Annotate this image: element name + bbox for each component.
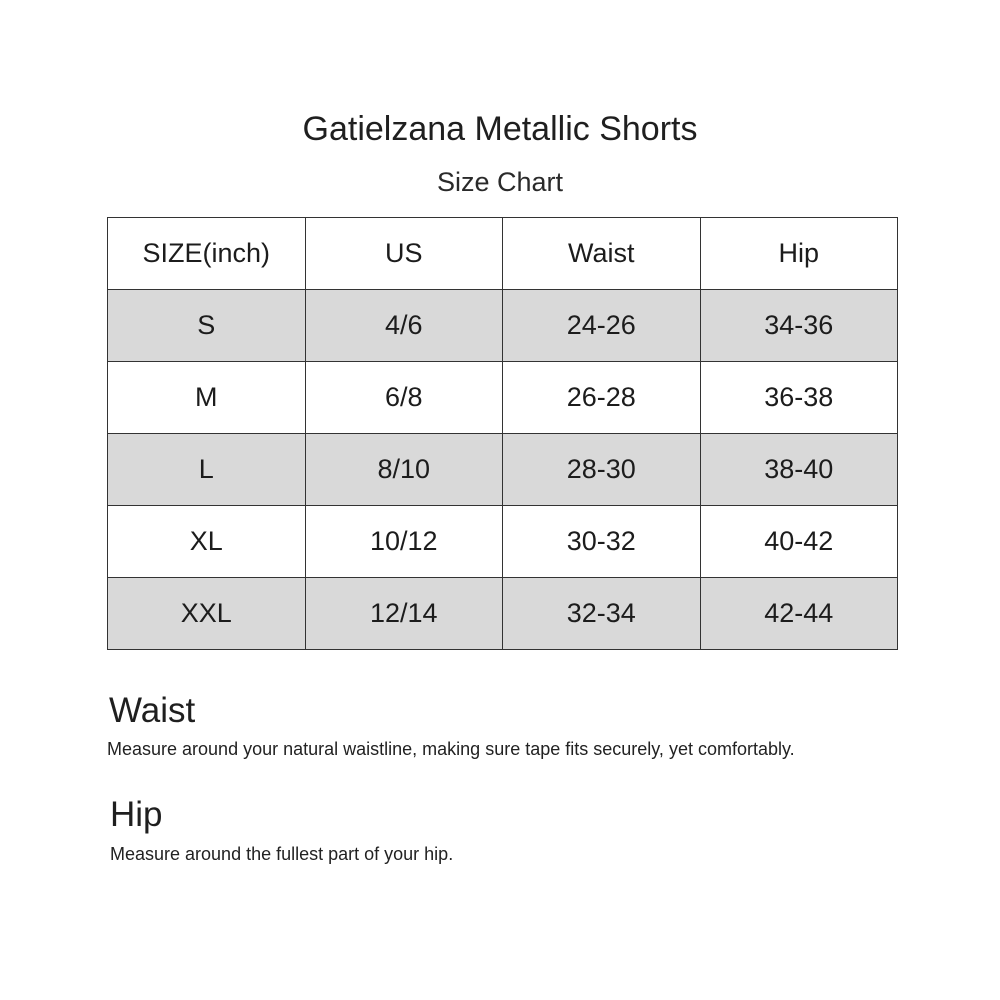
table-cell-size: M	[108, 362, 306, 434]
table-cell-waist: 28-30	[503, 434, 701, 506]
column-header-us: US	[305, 218, 503, 290]
table-cell-waist: 26-28	[503, 362, 701, 434]
table-cell-size: XL	[108, 506, 306, 578]
table-cell-hip: 40-42	[700, 506, 898, 578]
table-cell-us: 10/12	[305, 506, 503, 578]
table-cell-hip: 38-40	[700, 434, 898, 506]
page-title: Gatielzana Metallic Shorts	[302, 110, 698, 148]
table-cell-size: XXL	[108, 578, 306, 650]
table-cell-waist: 24-26	[503, 290, 701, 362]
waist-instructions: Measure around your natural waistline, making sure tape fits securely, yet comfortably.	[107, 739, 795, 759]
table-cell-us: 4/6	[305, 290, 503, 362]
table-cell-size: L	[108, 434, 306, 506]
table-cell-hip: 36-38	[700, 362, 898, 434]
waist-heading: Waist	[109, 691, 196, 730]
table-cell-waist: 30-32	[503, 506, 701, 578]
table-cell-us: 8/10	[305, 434, 503, 506]
page-subtitle: Size Chart	[436, 167, 564, 197]
table-cell-us: 6/8	[305, 362, 503, 434]
table-cell-waist: 32-34	[503, 578, 701, 650]
table-cell-size: S	[108, 290, 306, 362]
column-header-waist: Waist	[503, 218, 701, 290]
table-cell-hip: 42-44	[700, 578, 898, 650]
table-row	[108, 290, 898, 362]
table-row	[108, 578, 898, 650]
table-cell-hip: 34-36	[700, 290, 898, 362]
size-chart-table	[107, 217, 898, 650]
column-header-hip: Hip	[700, 218, 898, 290]
table-header-row	[108, 218, 898, 290]
table-row	[108, 506, 898, 578]
hip-instructions: Measure around the fullest part of your hip.	[110, 844, 454, 864]
column-header-size: SIZE(inch)	[108, 218, 306, 290]
table-cell-us: 12/14	[305, 578, 503, 650]
hip-heading: Hip	[110, 795, 163, 834]
table-row	[108, 434, 898, 506]
table-row	[108, 362, 898, 434]
